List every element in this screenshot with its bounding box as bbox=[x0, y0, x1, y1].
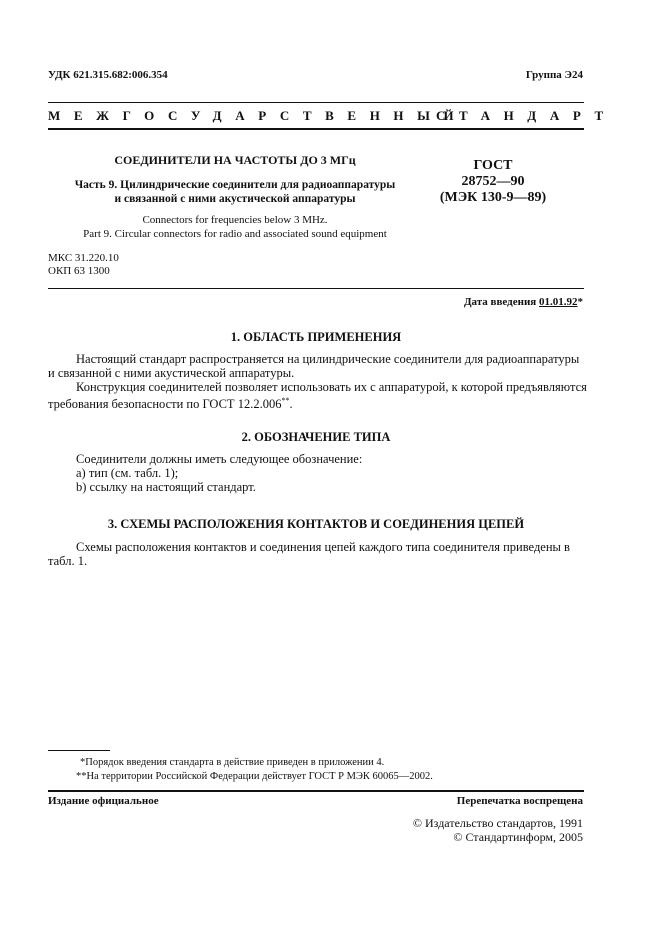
gost-label: ГОСТ bbox=[473, 158, 513, 173]
section-1-p1-line2: и связанной с ними акустической аппаратуры. bbox=[48, 366, 295, 380]
section-1-p2-line2-text: требования безопасности по ГОСТ 12.2.006 bbox=[48, 397, 282, 412]
section-2-item-b: b) ссылку на настоящий стандарт. bbox=[76, 480, 256, 494]
section-1-heading: 1. ОБЛАСТЬ ПРИМЕНЕНИЯ bbox=[230, 330, 402, 344]
udk-code: УДК 621.315.682:006.354 bbox=[48, 69, 168, 81]
footnote-ref-2: ** bbox=[281, 396, 290, 405]
title-main: СОЕДИНИТЕЛИ НА ЧАСТОТЫ ДО 3 МГц bbox=[114, 153, 356, 167]
section-1-p2-end: . bbox=[289, 397, 293, 412]
banner-top-rule bbox=[48, 102, 584, 103]
title-en-line2: Part 9. Circular connectors for radio and associated sound equipment bbox=[83, 228, 387, 240]
section-1-p2-line1: Конструкция соединителей позволяет использовать их с аппаратурой, к которой предъявляются bbox=[76, 380, 587, 394]
separator-rule bbox=[48, 288, 584, 289]
title-en-line1: Connectors for frequencies below 3 MHz. bbox=[142, 214, 328, 226]
official-edition-label: Издание официальное bbox=[48, 795, 159, 807]
intro-date-mark: * bbox=[577, 296, 583, 308]
title-part-line1: Часть 9. Цилиндрические соединители для радиоаппаратуры bbox=[74, 179, 396, 191]
intro-date bbox=[464, 296, 583, 308]
section-3-line2: табл. 1. bbox=[48, 554, 88, 568]
copyright-line2: © Стандартинформ, 2005 bbox=[453, 830, 583, 844]
gost-iec-number: (МЭК 130-9—89) bbox=[439, 190, 547, 205]
section-1-p1-line1: Настоящий стандарт распространяется на цилиндрические соединители для радиоаппаратуры bbox=[76, 352, 580, 366]
banner-right-text: СТАНДАРТ bbox=[436, 108, 617, 123]
footnote-rule bbox=[48, 750, 110, 751]
section-1-p2-line2 bbox=[48, 394, 293, 411]
title-part-line2: и связанной с ними акустической аппаратуры bbox=[114, 193, 356, 205]
okp-code: ОКП 63 1300 bbox=[48, 265, 110, 277]
reprint-notice: Перепечатка воспрещена bbox=[456, 795, 583, 807]
group-code: Группа Э24 bbox=[525, 69, 583, 81]
footer-rule bbox=[48, 790, 584, 792]
mks-code: МКС 31.220.10 bbox=[48, 252, 119, 264]
gost-number: 28752—90 bbox=[461, 174, 525, 189]
intro-date-label: Дата введения bbox=[463, 296, 537, 308]
intro-date-value: 01.01.92 bbox=[539, 296, 578, 308]
section-2-line1: Соединители должны иметь следующее обозначение: bbox=[76, 452, 363, 466]
section-3-line1: Схемы расположения контактов и соединения цепей каждого типа соединителя приведены в bbox=[76, 540, 570, 554]
banner-left-text: МЕЖГОСУДАРСТВЕННЫЙ bbox=[48, 108, 468, 123]
section-2-item-a: а) тип (см. табл. 1); bbox=[76, 466, 179, 480]
footnote-2: **На территории Российской Федерации действует ГОСТ Р МЭК 60065—2002. bbox=[76, 771, 433, 782]
banner-bottom-rule bbox=[48, 128, 584, 130]
footnote-1: *Порядок введения стандарта в действие приведен в приложении 4. bbox=[80, 757, 385, 768]
copyright-line1: © Издательство стандартов, 1991 bbox=[412, 816, 583, 830]
section-3-heading: 3. СХЕМЫ РАСПОЛОЖЕНИЯ КОНТАКТОВ И СОЕДИНЕНИЯ ЦЕПЕЙ bbox=[107, 517, 525, 531]
section-2-heading: 2. ОБОЗНАЧЕНИЕ ТИПА bbox=[241, 430, 391, 444]
